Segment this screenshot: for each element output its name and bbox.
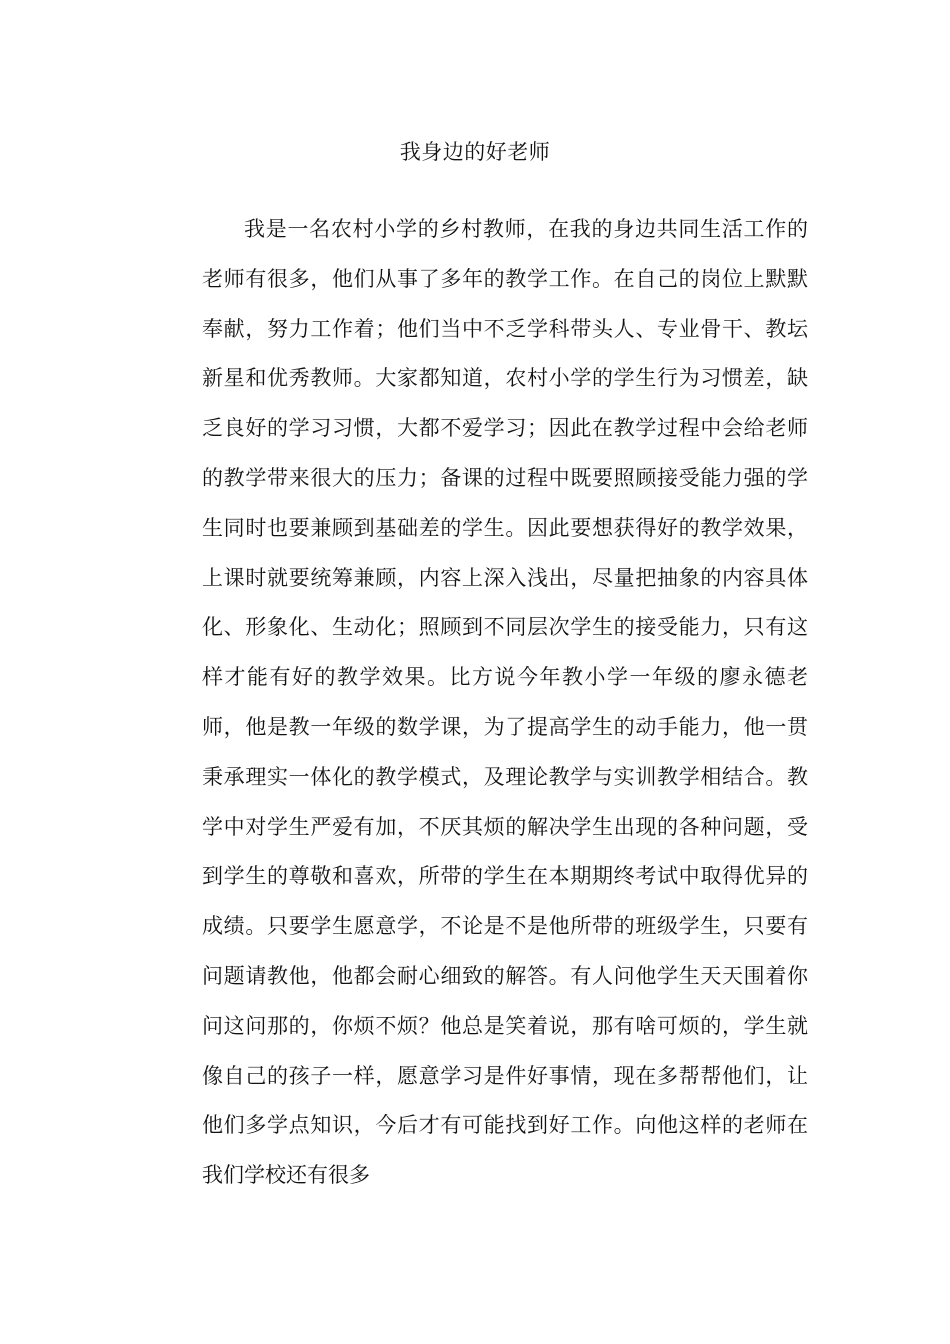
body-paragraph: 我是一名农村小学的乡村教师，在我的身边共同生活工作的老师有很多，他们从事了多年的教学工作。在自己的岗位上默默奉献，努力工作着；他们当中不乏学科带头人、专业骨干、教坛新星和优秀教师。大家都知道，农村小学的学生行为习惯差，缺乏良好的学习习惯，大都不爱学习；因此在教学过程中会给老师的教学带来很大的压力；备课的过程中既要照顾接受能力强的学生同时也要兼顾到基础差的学生。因此要想获得好的教学效果，上课时就要统筹兼顾，内容上深入浅出，尽量把抽象的内容具体化、形象化、生动化；照顾到不同层次学生的接受能力，只有这样才能有好的教学效果。比方说今年教小学一年级的廖永德老师，他是教一年级的数学课，为了提高学生的动手能力，他一贯秉承理实一体化的教学模式，及理论教学与实训教学相结合。教学中对学生严爱有加，不厌其烦的解决学生出现的各种问题，受到学生的尊敬和喜欢，所带的学生在本期期终考试中取得优异的成绩。只要学生愿意学，不论是不是他所带的班级学生，只要有问题请教他，他都会耐心细致的解答。有人问他学生天天围着你问这问那的，你烦不烦？他总是笑着说，那有啥可烦的，学生就像自己的孩子一样，愿意学习是件好事情，现在多帮帮他们，让他们多学点知识，今后才有可能找到好工作。向他这样的老师在我们学校还有很多 — [202, 217, 808, 1188]
document-title: 我身边的好老师 — [399, 140, 551, 164]
